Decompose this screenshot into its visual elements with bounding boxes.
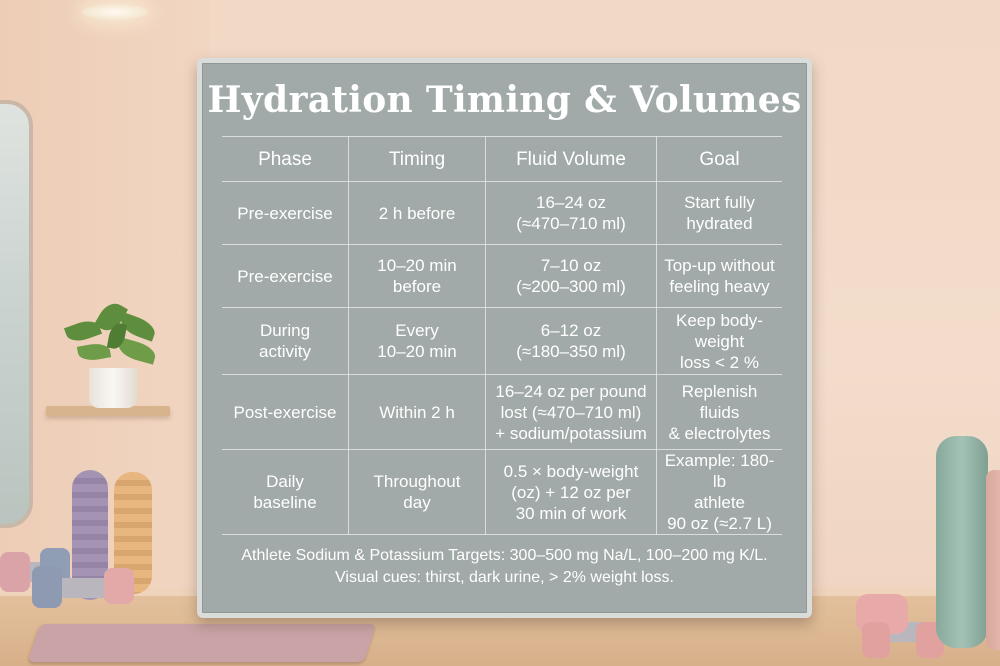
volume-cell: 0.5 × body-weight (oz) + 12 oz per 30 min of work	[486, 450, 657, 535]
header-fluid-volume: Fluid Volume	[486, 137, 657, 182]
rolled-mat-green	[936, 436, 988, 648]
phase-cell: Pre-exercise	[222, 245, 349, 308]
table-row	[222, 375, 782, 450]
visual-cues-note: Visual cues: thirst, dark urine, > 2% weight loss.	[335, 569, 674, 586]
volume-cell: 7–10 oz (≈200–300 ml)	[486, 245, 657, 308]
phase-cell: During activity	[222, 308, 349, 375]
table-row	[222, 182, 782, 245]
volume-cell: 16–24 oz per pound lost (≈470–710 ml) + sodium/potassium	[486, 375, 657, 450]
phase-cell: Post-exercise	[222, 375, 349, 450]
goal-cell: Example: 180-lb athlete 90 oz (≈2.7 L)	[657, 450, 783, 535]
timing-cell: Within 2 h	[349, 375, 486, 450]
table-header-row	[222, 137, 782, 182]
rolled-mat-pink	[986, 470, 1000, 650]
goal-cell: Replenish fluids & electrolytes	[657, 375, 783, 450]
header-timing: Timing	[349, 137, 486, 182]
goal-cell: Top-up without feeling heavy	[657, 245, 783, 308]
timing-cell: 10–20 min before	[349, 245, 486, 308]
timing-cell: 2 h before	[349, 182, 486, 245]
yoga-mat	[28, 624, 376, 662]
table-row	[222, 308, 782, 375]
table-row	[222, 450, 782, 535]
board-title: Hydration Timing & Volumes	[207, 79, 802, 121]
volume-cell: 16–24 oz (≈470–710 ml)	[486, 182, 657, 245]
phase-cell: Daily baseline	[222, 450, 349, 535]
volume-cell: 6–12 oz (≈180–350 ml)	[486, 308, 657, 375]
header-goal: Goal	[657, 137, 783, 182]
header-phase: Phase	[222, 137, 349, 182]
sodium-potassium-note: Athlete Sodium & Potassium Targets: 300–500 mg Na/L, 100–200 mg K/L.	[241, 547, 768, 564]
phase-cell: Pre-exercise	[222, 182, 349, 245]
timing-cell: Throughout day	[349, 450, 486, 535]
table-row	[222, 245, 782, 308]
timing-cell: Every 10–20 min	[349, 308, 486, 375]
goal-cell: Keep body-weight loss < 2 %	[657, 308, 783, 375]
hydration-board	[197, 58, 812, 618]
goal-cell: Start fully hydrated	[657, 182, 783, 245]
hydration-table	[222, 136, 782, 535]
wall-mirror	[0, 100, 33, 528]
ceiling-light	[82, 4, 148, 20]
